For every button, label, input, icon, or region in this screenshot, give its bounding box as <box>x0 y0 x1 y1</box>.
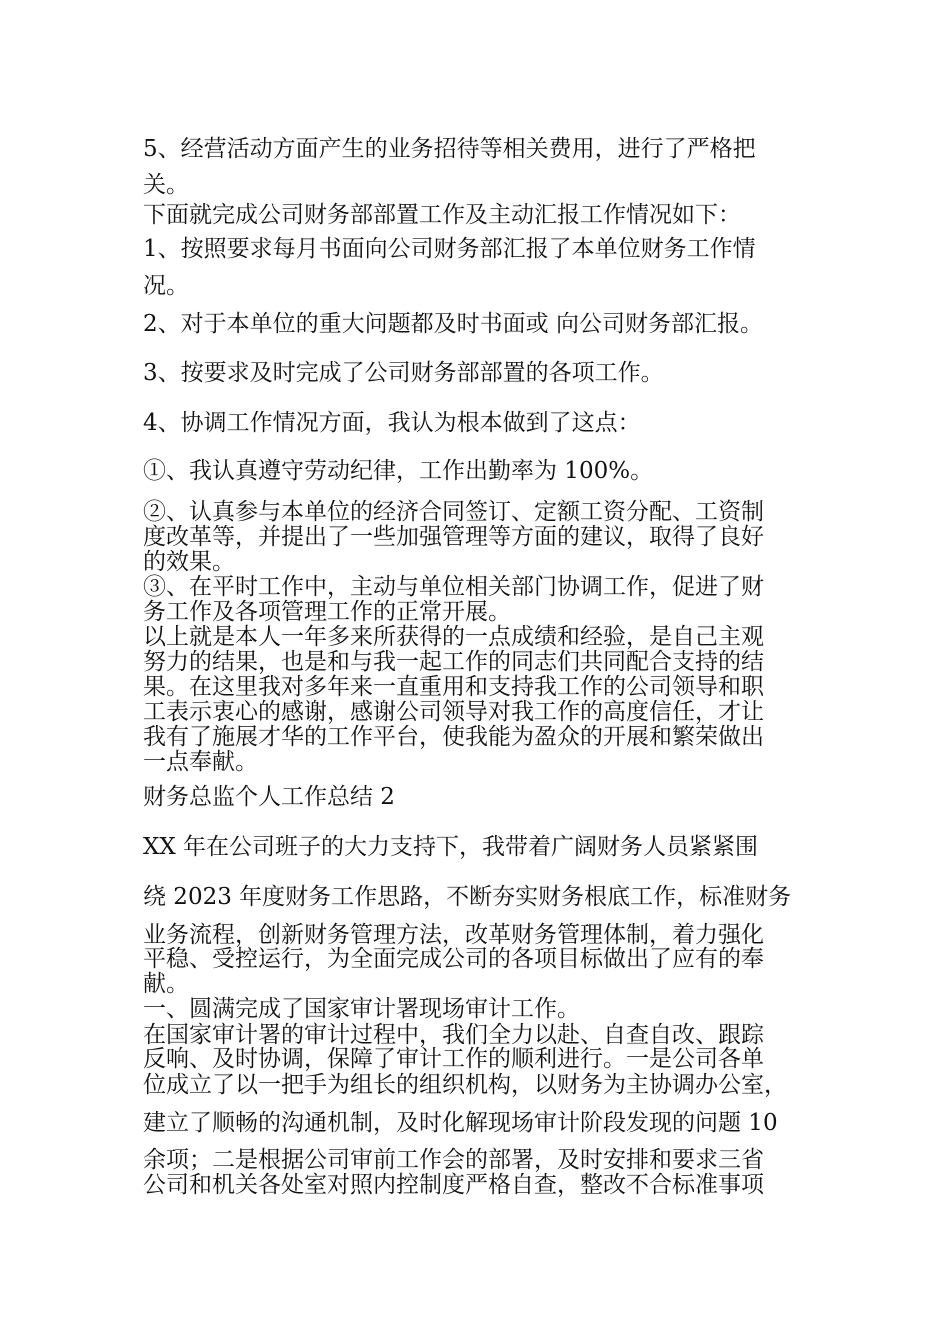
text-line: 建立了顺畅的沟通机制，及时化解现场审计阶段发现的问题 10 <box>143 1110 778 1136</box>
text-line: 献。 <box>143 971 189 997</box>
text-line: 一点奉献。 <box>143 749 258 775</box>
text-line: 反响、及时协调，保障了审计工作的顺利进行。一是公司各单 <box>143 1046 764 1072</box>
text-line: 在国家审计署的审计过程中，我们全力以赴、自查自改、跟踪 <box>143 1022 764 1048</box>
text-line: 我有了施展才华的工作平台，使我能为盈众的开展和繁荣做出 <box>143 724 764 750</box>
text-line: ①、我认真遵守劳动纪律，工作出勤率为 100%。 <box>143 458 654 484</box>
text-line: XX 年在公司班子的大力支持下，我带着广阔财务人员紧紧围 <box>143 834 759 860</box>
text-line: 1、按照要求每月书面向公司财务部汇报了本单位财务工作情 <box>143 236 756 262</box>
text-line: 绕 2023 年度财务工作思路，不断夯实财务根底工作，标准财务 <box>143 884 792 910</box>
text-line: 况。 <box>143 273 189 299</box>
text-line: 4、协调工作情况方面，我认为根本做到了这点： <box>143 410 641 436</box>
text-line: 5、经营活动方面产生的业务招待等相关费用，进行了严格把 <box>143 136 756 162</box>
text-line: ②、认真参与本单位的经济合同签订、定额工资分配、工资制 <box>143 499 764 525</box>
text-line: 公司和机关各处室对照内控制度严格自查，整改不合标准事项 <box>143 1172 764 1198</box>
text-line: 关。 <box>143 172 189 198</box>
text-line: 业务流程，创新财务管理方法，改革财务管理体制，着力强化 <box>143 922 764 948</box>
text-line: 平稳、受控运行，为全面完成公司的各项目标做出了应有的奉 <box>143 946 764 972</box>
text-line: 下面就完成公司财务部部置工作及主动汇报工作情况如下： <box>143 202 741 228</box>
text-line: 工表示衷心的感谢，感谢公司领导对我工作的高度信任，才让 <box>143 699 764 725</box>
text-line: 余项；二是根据公司审前工作会的部署，及时安排和要求三省 <box>143 1147 764 1173</box>
text-line: 3、按要求及时完成了公司财务部部置的各项工作。 <box>143 360 664 386</box>
text-line: 果。在这里我对多年来一直重用和支持我工作的公司领导和职 <box>143 674 764 700</box>
text-line: 努力的结果，也是和与我一起工作的同志们共同配合支持的结 <box>143 649 764 675</box>
text-line: 以上就是本人一年多来所获得的一点成绩和经验，是自己主观 <box>143 624 764 650</box>
section-heading: 一、圆满完成了国家审计署现场审计工作。 <box>143 996 580 1022</box>
text-line: 的效果。 <box>143 549 235 575</box>
text-line: 位成立了以一把手为组长的组织机构，以财务为主协调办公室， <box>143 1072 787 1098</box>
text-line: 度改革等，并提出了一些加强管理等方面的建议，取得了良好 <box>143 524 764 550</box>
text-line: 务工作及各项管理工作的正常开展。 <box>143 599 511 625</box>
text-line: 2、对于本单位的重大问题都及时书面或 向公司财务部汇报。 <box>143 311 763 337</box>
section-heading: 财务总监个人工作总结 2 <box>143 784 395 810</box>
text-line: ③、在平时工作中，主动与单位相关部门协调工作，促进了财 <box>143 574 764 600</box>
